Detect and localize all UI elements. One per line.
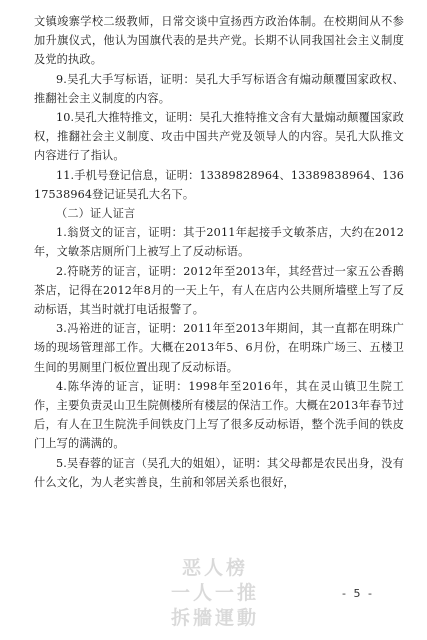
evidence-item-11: 11.手机号登记信息，证明：13389828964、13389838964、13617538964登记证吴孔大名下。	[34, 168, 404, 201]
watermark-line-1: 恶人榜	[181, 557, 248, 579]
witness-item-4: 4.陈华涛的证言，证明：1998年至2016年，其在灵山镇卫生院工作，主要负责灵山卫生院侧楼所有楼层的保洁工作。大概在2013年春节过后，有人在卫生院洗手间铁皮门上写了很多反动标语，整个洗手间的铁皮门上写的满满的。	[34, 379, 404, 451]
witness-item-3: 3.冯裕进的证言，证明：2011年至2013年期间，其一直都在明珠广场的现场管理部工作。大概在2013年5、6月份，在明珠广场三、五楼卫生间的男厕里门板位置出现了反动标语。	[34, 322, 404, 374]
watermark	[140, 556, 290, 631]
section-heading-witness-testimony: （二）证人证言	[56, 207, 136, 221]
witness-item-5: 5.吴春蓉的证言（吴孔大的姐姐），证明：其父母都是农民出身，没有什么文化，为人老实善良，生前和邻居关系也很好，	[34, 456, 404, 489]
watermark-line-2: 一人一推	[170, 582, 259, 604]
witness-item-1: 1.翁贤文的证言，证明：其于2011年起接手文敏茶店，大约在2012年，文敏茶店厕所门上被写上了反动标语。	[34, 226, 404, 259]
witness-item-2: 2.符晓芳的证言，证明：2012年至2013年，其经营过一家五公香鹅茶店，记得在2012年8月的一天上午，有人在店内公共厕所墙壁上写了反动标语，其当时就打电话报警了。	[34, 264, 404, 317]
evidence-item-9: 9.吴孔大手写标语，证明：吴孔大手写标语含有煽动颠覆国家政权、推翻社会主义制度的内容。	[34, 72, 404, 105]
evidence-item-10: 10.吴孔大推特推文，证明：吴孔大推特推文含有大量煽动颠覆国家政权，推翻社会主义制度、攻击中国共产党及领导人的内容。吴孔大队推文内容进行了指认。	[34, 111, 404, 163]
watermark-line-3: 拆牆運動	[170, 607, 259, 629]
paragraph-continuation: 文镇竣寨学校二级教师，日常交谈中宣扬西方政治体制。在校期间从不参加升旗仪式，他认为国旗代表的是共产党。长期不认同我国社会主义制度及党的执政。	[34, 15, 404, 67]
document-body	[34, 12, 404, 492]
page-number: - 5 -	[342, 587, 374, 600]
